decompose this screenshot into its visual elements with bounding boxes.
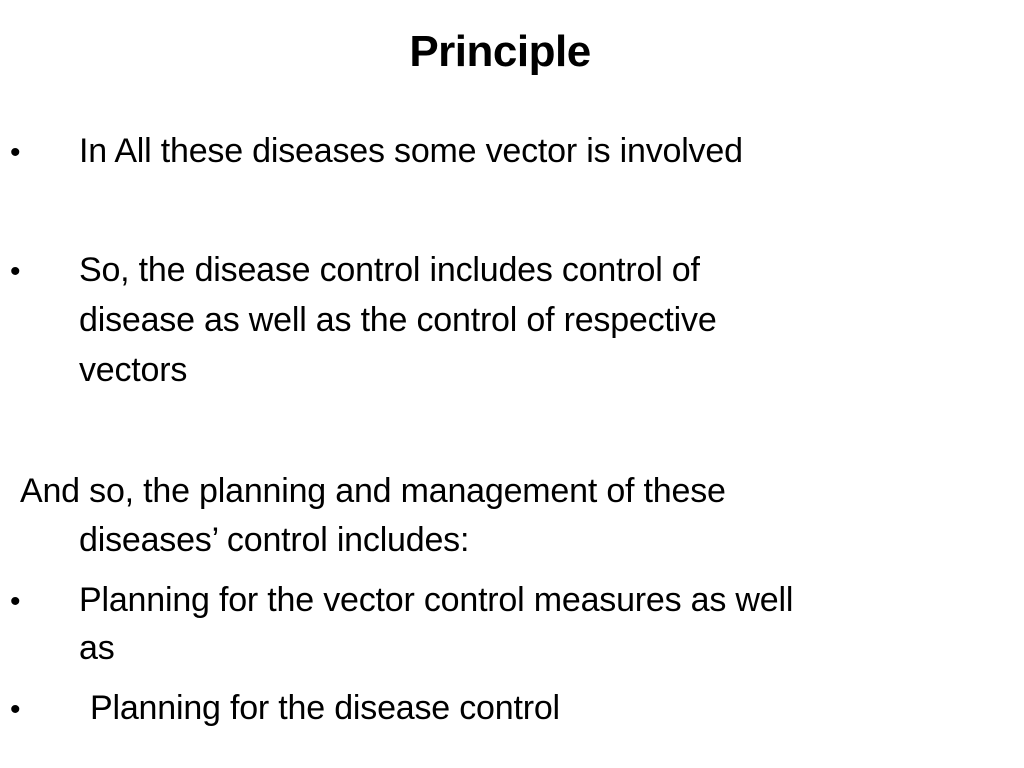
bullet-icon: • bbox=[10, 693, 21, 726]
bullet-text-continuation: as bbox=[79, 629, 115, 667]
bullet-text-continuation: vectors bbox=[79, 351, 188, 389]
bullet-text-continuation: disease as well as the control of respective bbox=[79, 301, 717, 339]
bullet-icon: • bbox=[10, 255, 21, 288]
bullet-text: Planning for the vector control measures as well bbox=[79, 581, 794, 619]
bullet-icon: • bbox=[10, 136, 21, 169]
paragraph-text-continuation: diseases’ control includes: bbox=[79, 521, 470, 559]
paragraph-text: And so, the planning and management of these bbox=[20, 472, 726, 510]
bullet-text: Planning for the disease control bbox=[90, 689, 560, 727]
bullet-text: In All these diseases some vector is involved bbox=[79, 132, 743, 170]
slide-title: Principle bbox=[409, 27, 591, 76]
bullet-text: So, the disease control includes control of bbox=[79, 251, 700, 289]
bullet-icon: • bbox=[10, 585, 21, 618]
